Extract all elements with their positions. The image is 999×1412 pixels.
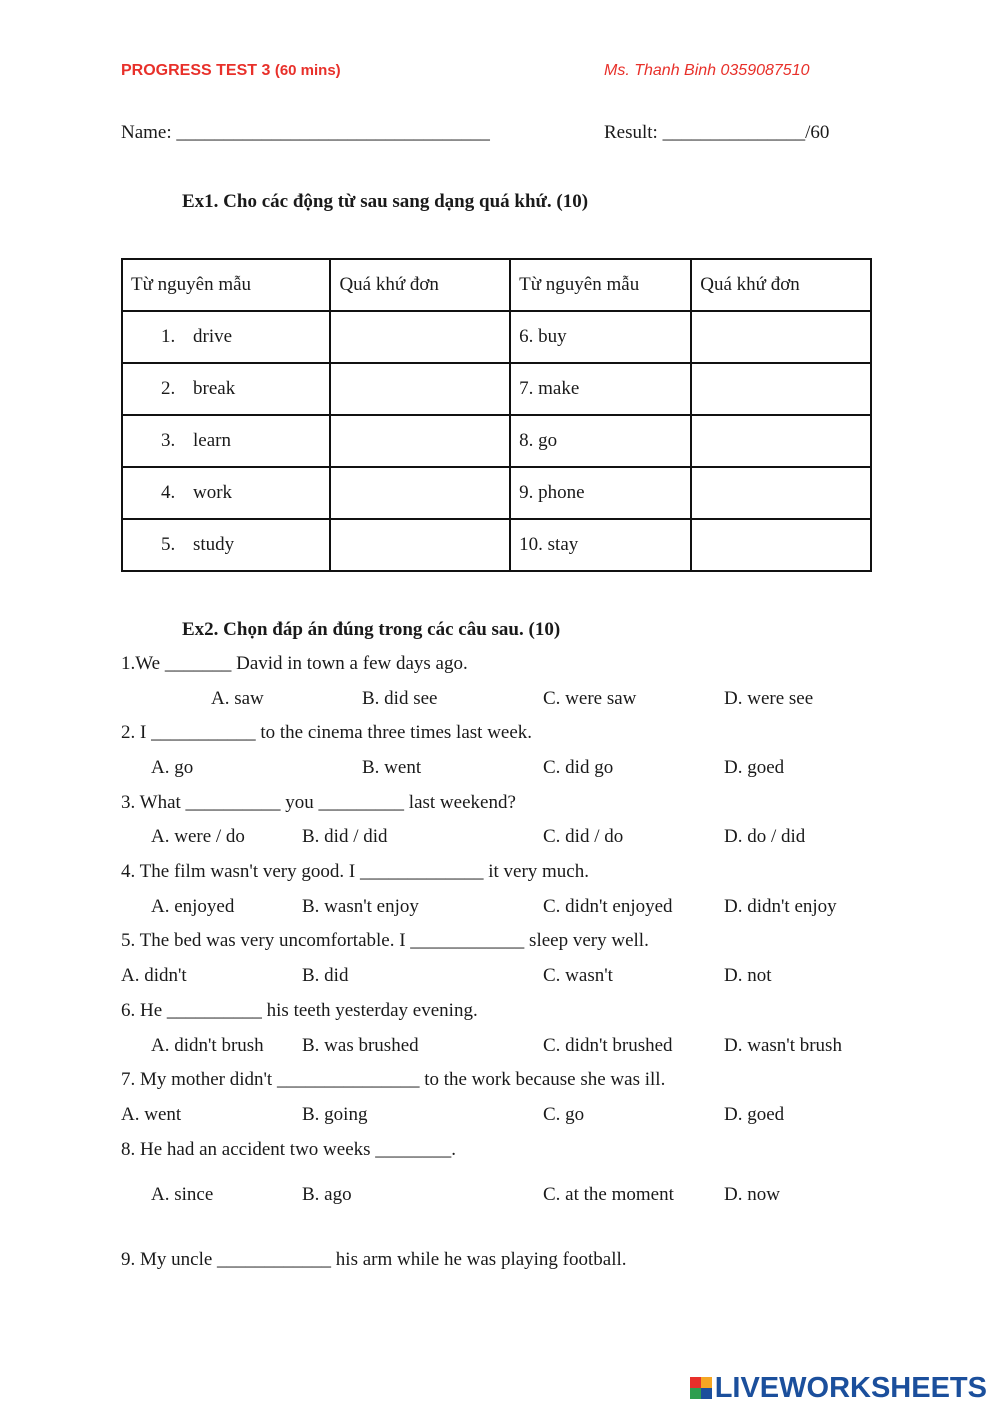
option-b[interactable]: B. was brushed [302,1035,419,1056]
option-b[interactable]: B. did [302,965,349,986]
option-d[interactable]: D. goed [724,1104,785,1125]
ex1-title: Ex1. Cho các động từ sau sang dạng quá khứ. (10) [182,191,589,212]
table-row [122,311,871,363]
verb-cell: 10. stay [510,519,691,571]
verb-text: break [193,378,236,399]
option-a[interactable]: A. didn't [121,965,187,986]
option-b[interactable]: B. went [362,757,422,778]
verb-cell: 8. go [510,415,691,467]
option-a[interactable]: A. didn't brush [151,1035,264,1056]
option-b[interactable]: B. ago [302,1184,352,1205]
verb-number: 5. [161,534,176,555]
answer-cell[interactable] [691,363,871,415]
table-row [122,519,871,571]
answer-cell[interactable] [691,311,871,363]
answer-cell[interactable] [691,467,871,519]
name-line [121,122,490,144]
question-3: 3. What __________ you _________ last weekend? [121,792,516,813]
option-c[interactable]: C. didn't brushed [543,1035,673,1056]
answer-cell[interactable] [691,415,871,467]
question-4: 4. The film wasn't very good. I _____________ it very much. [121,861,589,882]
verb-cell [122,363,330,415]
question-5: 5. The bed was very uncomfortable. I ____________ sleep very well. [121,930,649,951]
option-b[interactable]: B. going [302,1104,368,1125]
result-total: /60 [805,122,830,143]
option-d[interactable]: D. were see [724,688,814,709]
table-header-row [122,259,871,311]
option-a[interactable]: A. go [151,757,194,778]
verb-number: 1. [161,326,176,347]
option-d[interactable]: D. didn't enjoy [724,896,837,917]
verb-number: 4. [161,482,176,503]
verb-cell [122,467,330,519]
answer-cell[interactable] [691,519,871,571]
result-label: Result: [604,122,658,143]
option-c[interactable]: C. were saw [543,688,637,709]
option-c[interactable]: C. wasn't [543,965,613,986]
ex2-title: Ex2. Chọn đáp án đúng trong các câu sau. (10) [182,619,561,640]
question-9: 9. My uncle ____________ his arm while he was playing football. [121,1249,627,1270]
liveworksheets-logo[interactable] [690,1373,987,1403]
logo-mark-icon [690,1377,712,1399]
verb-cell [122,415,330,467]
result-blank[interactable]: _______________ [662,122,806,143]
option-c[interactable]: C. did / do [543,826,624,847]
verb-text: learn [193,430,231,451]
option-a[interactable]: A. since [151,1184,214,1205]
option-b[interactable]: B. did / did [302,826,388,847]
option-c[interactable]: C. did go [543,757,614,778]
logo-text: LIVEWORKSHEETS [714,1371,987,1404]
table-row [122,363,871,415]
question-1: 1.We _______ David in town a few days ago. [121,653,468,674]
answer-cell[interactable] [330,415,510,467]
teacher-contact: Ms. Thanh Binh 0359087510 [604,62,810,79]
verb-text: drive [193,326,233,347]
verb-cell [122,519,330,571]
option-a[interactable]: A. were / do [151,826,245,847]
name-blank[interactable]: _________________________________ [176,122,490,143]
name-label: Name: [121,122,172,143]
verb-table [121,258,872,572]
header-cell: Từ nguyên mẫu [510,259,691,311]
header-cell: Quá khứ đơn [330,259,510,311]
table-row [122,415,871,467]
question-7: 7. My mother didn't _______________ to the work because she was ill. [121,1069,666,1090]
header-cell: Quá khứ đơn [691,259,871,311]
header-cell: Từ nguyên mẫu [122,259,330,311]
answer-cell[interactable] [330,311,510,363]
verb-cell: 9. phone [510,467,691,519]
question-2: 2. I ___________ to the cinema three times last week. [121,722,533,743]
verb-text: work [193,482,233,503]
verb-number: 3. [161,430,176,451]
option-d[interactable]: D. goed [724,757,785,778]
verb-cell: 7. make [510,363,691,415]
option-a[interactable]: A. saw [211,688,264,709]
option-b[interactable]: B. wasn't enjoy [302,896,419,917]
verb-cell [122,311,330,363]
option-a[interactable]: A. went [121,1104,182,1125]
option-a[interactable]: A. enjoyed [151,896,235,917]
option-c[interactable]: C. didn't enjoyed [543,896,673,917]
answer-cell[interactable] [330,363,510,415]
test-title [121,62,341,80]
option-c[interactable]: C. go [543,1104,585,1125]
option-d[interactable]: D. wasn't brush [724,1035,842,1056]
option-b[interactable]: B. did see [362,688,438,709]
option-d[interactable]: D. not [724,965,772,986]
table-row [122,467,871,519]
option-d[interactable]: D. do / did [724,826,806,847]
answer-cell[interactable] [330,467,510,519]
question-8: 8. He had an accident two weeks ________. [121,1139,457,1160]
verb-cell: 6. buy [510,311,691,363]
option-d[interactable]: D. now [724,1184,780,1205]
question-6: 6. He __________ his teeth yesterday evening. [121,1000,478,1021]
option-c[interactable]: C. at the moment [543,1184,674,1205]
result-line [604,122,829,144]
test-title-text: PROGRESS TEST 3 [121,62,271,79]
answer-cell[interactable] [330,519,510,571]
test-duration: (60 mins) [274,62,341,79]
verb-number: 2. [161,378,176,399]
verb-text: study [193,534,235,555]
